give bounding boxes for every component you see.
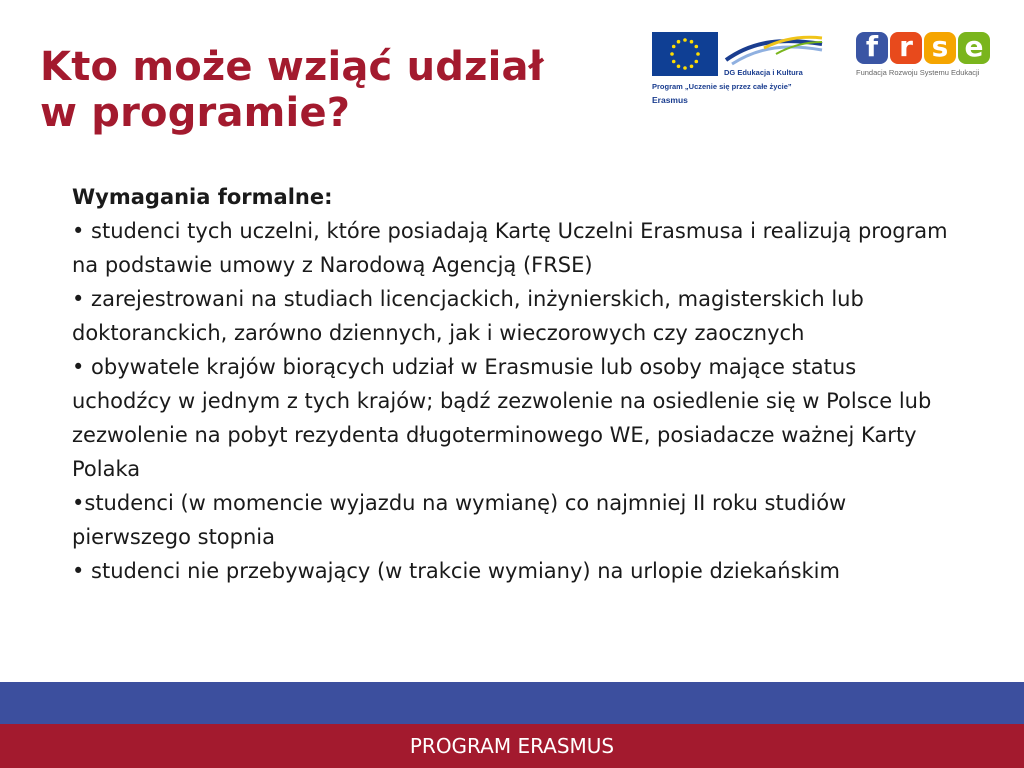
requirement-item: • zarejestrowani na studiach licencjackich, inżynierskich, magisterskich lub doktoranckich, zarówno dziennych, jak i wieczorowych czy zaocznych <box>72 287 864 345</box>
footer-blue-band <box>0 682 1024 724</box>
eu-flag-icon <box>652 32 718 76</box>
eu-erasmus-label: Erasmus <box>652 95 688 105</box>
requirement-item: •studenci (w momencie wyjazdu na wymianę) co najmniej II roku studiów pierwszego stopnia <box>72 491 847 549</box>
requirement-item: • studenci tych uczelni, które posiadają Kartę Uczelni Erasmusa i realizują program na podstawie umowy z Narodową Agencją (FRSE) <box>72 219 948 277</box>
frse-letter-f: f <box>856 32 888 64</box>
eu-dg-label: DG Edukacja i Kultura <box>724 68 803 77</box>
llp-swoosh-icon <box>724 34 824 68</box>
requirement-item: • obywatele krajów biorących udział w Erasmusie lub osoby mające status uchodźcy w jednym z tych krajów; bądź zezwolenie na osiedlenie się w Polsce lub zezwolenie na pobyt rezydenta długoterminowego WE, posiadacze ważnej Karty Polaka <box>72 355 932 481</box>
frse-letter-r: r <box>890 32 922 64</box>
footer-label: PROGRAM ERASMUS <box>409 734 615 758</box>
footer-red-band <box>0 724 1024 768</box>
requirements-heading: Wymagania formalne: <box>72 185 333 209</box>
slide-title-line-1: Kto może wziąć udział <box>40 44 544 90</box>
frse-letter-s: s <box>924 32 956 64</box>
slide-title <box>40 44 544 136</box>
eu-program-label: Program „Uczenie się przez całe życie” <box>652 82 792 91</box>
frse-letter-e: e <box>958 32 990 64</box>
requirement-item: • studenci nie przebywający (w trakcie wymiany) na urlopie dziekańskim <box>72 559 840 583</box>
slide-title-line-2: w programie? <box>40 90 351 136</box>
frse-subtitle: Fundacja Rozwoju Systemu Edukacji <box>856 68 980 77</box>
frse-logo <box>856 32 996 92</box>
frse-letters <box>856 32 996 64</box>
requirements-text <box>72 180 952 588</box>
eu-llp-logo <box>652 32 832 112</box>
